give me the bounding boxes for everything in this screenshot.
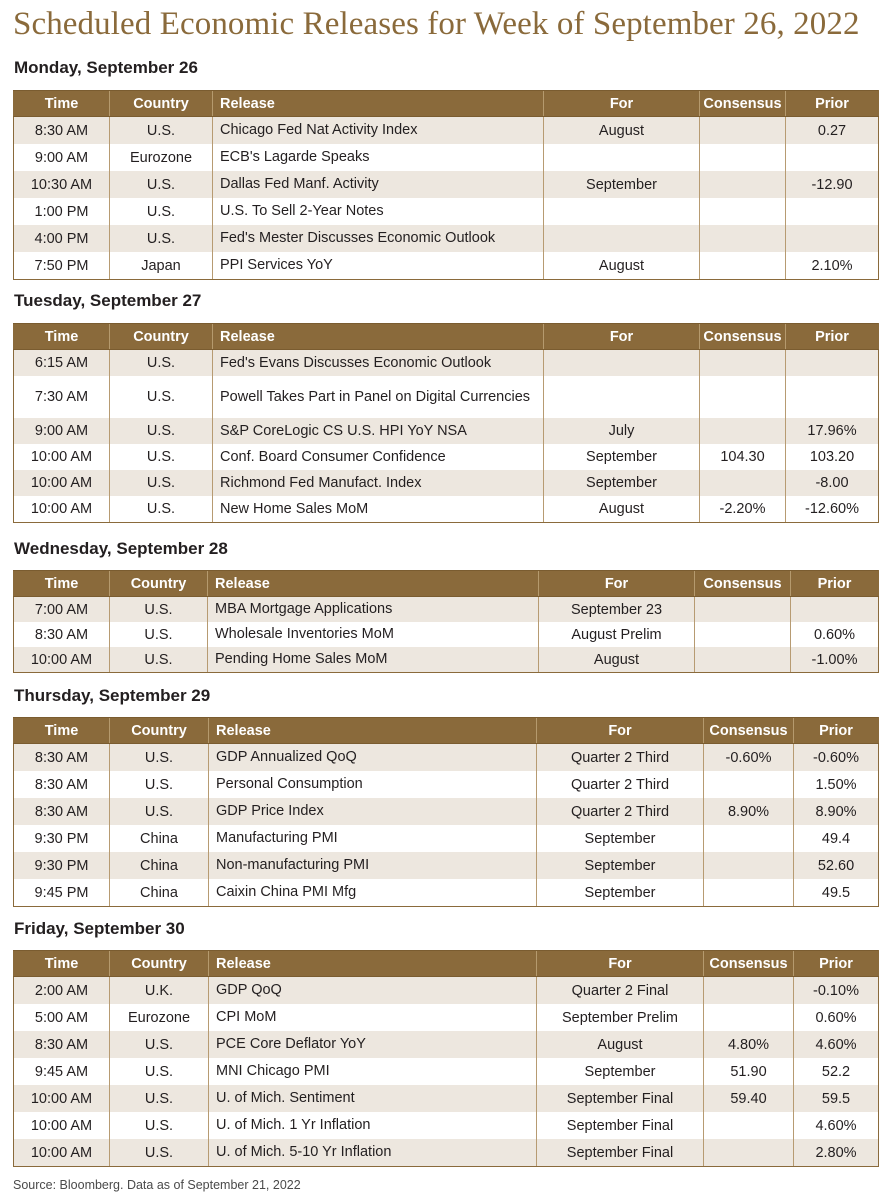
cell-release: Personal Consumption [209,771,537,798]
cell-consensus [700,171,786,198]
column-header-prior: Prior [786,324,879,350]
cell-time: 9:00 AM [14,144,110,171]
column-header-for: For [544,324,700,350]
table-row [14,622,879,647]
cell-prior: 0.60% [791,622,879,647]
column-header-time: Time [14,571,110,597]
cell-consensus [704,852,794,879]
cell-prior: 1.50% [794,771,879,798]
cell-time: 7:00 AM [14,597,110,623]
cell-prior: 17.96% [786,418,879,444]
cell-release: Caixin China PMI Mfg [209,879,537,907]
table-row [14,1058,879,1085]
cell-prior: 2.80% [794,1139,879,1167]
column-header-release: Release [213,91,544,117]
cell-consensus [700,117,786,145]
cell-release: MBA Mortgage Applications [208,597,539,623]
cell-consensus [704,879,794,907]
cell-time: 4:00 PM [14,225,110,252]
cell-time: 10:00 AM [14,470,110,496]
cell-consensus: 51.90 [704,1058,794,1085]
table-row [14,376,879,418]
cell-country: China [110,825,209,852]
page-title: Scheduled Economic Releases for Week of September 26, 2022 [13,6,860,42]
cell-release: Fed's Evans Discusses Economic Outlook [213,350,544,377]
cell-prior: -1.00% [791,647,879,673]
cell-for [544,376,700,418]
cell-for [544,225,700,252]
cell-country: U.S. [110,117,213,145]
table-row [14,852,879,879]
cell-country: U.S. [110,771,209,798]
cell-release: GDP Price Index [209,798,537,825]
cell-for: September Final [537,1139,704,1167]
releases-table-thursday [13,717,879,907]
cell-release: MNI Chicago PMI [209,1058,537,1085]
cell-consensus [700,350,786,377]
table-row [14,771,879,798]
table-row [14,117,879,145]
cell-time: 8:30 AM [14,1031,110,1058]
cell-release: PCE Core Deflator YoY [209,1031,537,1058]
cell-for: Quarter 2 Third [537,798,704,825]
releases-table-monday [13,90,879,280]
table-row [14,1112,879,1139]
cell-country: U.S. [110,350,213,377]
cell-country: U.S. [110,1058,209,1085]
cell-release: U. of Mich. 1 Yr Inflation [209,1112,537,1139]
cell-for: September Final [537,1085,704,1112]
cell-prior: -12.90 [786,171,879,198]
cell-country: Eurozone [110,1004,209,1031]
cell-for [544,198,700,225]
column-header-prior: Prior [794,951,879,977]
cell-for: September [537,852,704,879]
cell-country: Eurozone [110,144,213,171]
cell-consensus: 104.30 [700,444,786,470]
cell-consensus: 59.40 [704,1085,794,1112]
cell-consensus [704,1004,794,1031]
cell-consensus [704,1112,794,1139]
cell-for: July [544,418,700,444]
column-header-release: Release [209,951,537,977]
cell-for: September Final [537,1112,704,1139]
table-row [14,171,879,198]
releases-table-wednesday [13,570,879,673]
column-header-consensus: Consensus [704,718,794,744]
cell-prior: 52.2 [794,1058,879,1085]
cell-consensus [704,1139,794,1167]
cell-time: 10:00 AM [14,1112,110,1139]
cell-country: U.S. [110,444,213,470]
cell-release: Richmond Fed Manufact. Index [213,470,544,496]
cell-consensus [700,470,786,496]
cell-country: U.S. [110,1139,209,1167]
column-header-for: For [539,571,695,597]
table-row [14,977,879,1005]
cell-prior: 49.4 [794,825,879,852]
source-note: Source: Bloomberg. Data as of September 21, 2022 [13,1178,301,1192]
releases-table-friday [13,950,879,1167]
cell-country: U.S. [110,1031,209,1058]
cell-consensus [700,198,786,225]
cell-country: U.S. [110,470,213,496]
table-row [14,1004,879,1031]
cell-release: Wholesale Inventories MoM [208,622,539,647]
column-header-country: Country [110,91,213,117]
cell-country: U.S. [110,496,213,523]
cell-prior [786,350,879,377]
cell-consensus [695,647,791,673]
table-row [14,252,879,280]
cell-country: U.S. [110,171,213,198]
cell-country: China [110,879,209,907]
column-header-prior: Prior [786,91,879,117]
table-row [14,350,879,377]
cell-time: 1:00 PM [14,198,110,225]
day-heading-tuesday: Tuesday, September 27 [14,291,202,310]
cell-release: Chicago Fed Nat Activity Index [213,117,544,145]
cell-time: 9:45 AM [14,1058,110,1085]
column-header-for: For [537,718,704,744]
cell-country: U.S. [110,798,209,825]
cell-prior: 8.90% [794,798,879,825]
column-header-prior: Prior [791,571,879,597]
cell-prior: -12.60% [786,496,879,523]
cell-consensus: 8.90% [704,798,794,825]
cell-prior [786,144,879,171]
cell-for [544,144,700,171]
cell-prior [786,225,879,252]
cell-for: September [537,825,704,852]
cell-time: 2:00 AM [14,977,110,1005]
cell-release: Non-manufacturing PMI [209,852,537,879]
cell-for: August [539,647,695,673]
cell-release: GDP Annualized QoQ [209,744,537,772]
cell-time: 8:30 AM [14,622,110,647]
cell-release: ECB's Lagarde Speaks [213,144,544,171]
cell-prior: 4.60% [794,1031,879,1058]
cell-time: 10:00 AM [14,496,110,523]
cell-time: 10:30 AM [14,171,110,198]
cell-release: U. of Mich. Sentiment [209,1085,537,1112]
column-header-for: For [537,951,704,977]
table-row [14,1085,879,1112]
table-row [14,418,879,444]
cell-consensus: -2.20% [700,496,786,523]
cell-for: August Prelim [539,622,695,647]
cell-prior: 0.60% [794,1004,879,1031]
table-row [14,744,879,772]
cell-release: Conf. Board Consumer Confidence [213,444,544,470]
cell-time: 8:30 AM [14,771,110,798]
cell-country: U.S. [110,198,213,225]
cell-time: 9:45 PM [14,879,110,907]
cell-for: September [544,171,700,198]
table-row [14,1139,879,1167]
cell-release: Fed's Mester Discusses Economic Outlook [213,225,544,252]
column-header-release: Release [208,571,539,597]
cell-time: 6:15 AM [14,350,110,377]
cell-prior [786,198,879,225]
cell-prior [791,597,879,623]
cell-time: 8:30 AM [14,798,110,825]
cell-prior: 2.10% [786,252,879,280]
cell-for: September Prelim [537,1004,704,1031]
cell-for: Quarter 2 Third [537,771,704,798]
cell-for [544,350,700,377]
column-header-consensus: Consensus [700,91,786,117]
table-row [14,647,879,673]
table-row [14,597,879,623]
cell-for: Quarter 2 Final [537,977,704,1005]
cell-consensus: 4.80% [704,1031,794,1058]
table-row [14,825,879,852]
cell-time: 10:00 AM [14,1085,110,1112]
table-row [14,198,879,225]
cell-release: Powell Takes Part in Panel on Digital Currencies [213,376,544,418]
table-row [14,879,879,907]
cell-country: U.K. [110,977,209,1005]
cell-consensus: -0.60% [704,744,794,772]
cell-release: S&P CoreLogic CS U.S. HPI YoY NSA [213,418,544,444]
cell-country: U.S. [110,647,208,673]
column-header-consensus: Consensus [704,951,794,977]
cell-time: 9:30 PM [14,825,110,852]
cell-consensus [704,771,794,798]
cell-prior: 0.27 [786,117,879,145]
column-header-country: Country [110,571,208,597]
cell-for: September [537,1058,704,1085]
cell-prior: -0.10% [794,977,879,1005]
cell-prior: 4.60% [794,1112,879,1139]
cell-time: 9:00 AM [14,418,110,444]
column-header-release: Release [213,324,544,350]
cell-release: Manufacturing PMI [209,825,537,852]
cell-for: August [537,1031,704,1058]
table-row [14,1031,879,1058]
table-row [14,798,879,825]
cell-release: GDP QoQ [209,977,537,1005]
day-heading-friday: Friday, September 30 [14,919,185,938]
cell-for: September [544,444,700,470]
cell-for: August [544,252,700,280]
cell-prior: 49.5 [794,879,879,907]
cell-country: U.S. [110,1085,209,1112]
cell-for: August [544,117,700,145]
releases-table-tuesday [13,323,879,523]
cell-for: September [544,470,700,496]
day-heading-thursday: Thursday, September 29 [14,686,211,705]
cell-for: September 23 [539,597,695,623]
cell-consensus [700,376,786,418]
day-heading-wednesday: Wednesday, September 28 [14,539,228,558]
cell-time: 10:00 AM [14,647,110,673]
cell-country: U.S. [110,1112,209,1139]
cell-country: U.S. [110,225,213,252]
cell-time: 8:30 AM [14,117,110,145]
cell-consensus [695,622,791,647]
cell-release: CPI MoM [209,1004,537,1031]
cell-release: Pending Home Sales MoM [208,647,539,673]
cell-time: 8:30 AM [14,744,110,772]
cell-country: U.S. [110,376,213,418]
cell-time: 5:00 AM [14,1004,110,1031]
cell-release: Dallas Fed Manf. Activity [213,171,544,198]
cell-time: 9:30 PM [14,852,110,879]
cell-for: Quarter 2 Third [537,744,704,772]
table-row [14,144,879,171]
column-header-for: For [544,91,700,117]
cell-consensus [700,418,786,444]
cell-prior: 59.5 [794,1085,879,1112]
cell-consensus [700,252,786,280]
column-header-country: Country [110,951,209,977]
cell-release: New Home Sales MoM [213,496,544,523]
column-header-release: Release [209,718,537,744]
cell-prior: -8.00 [786,470,879,496]
table-row [14,444,879,470]
cell-release: U. of Mich. 5-10 Yr Inflation [209,1139,537,1167]
cell-time: 7:50 PM [14,252,110,280]
cell-for: August [544,496,700,523]
cell-time: 10:00 AM [14,1139,110,1167]
cell-country: China [110,852,209,879]
cell-time: 10:00 AM [14,444,110,470]
cell-release: PPI Services YoY [213,252,544,280]
column-header-consensus: Consensus [700,324,786,350]
column-header-prior: Prior [794,718,879,744]
column-header-time: Time [14,324,110,350]
cell-consensus [704,825,794,852]
column-header-consensus: Consensus [695,571,791,597]
cell-country: U.S. [110,597,208,623]
cell-consensus [695,597,791,623]
cell-prior [786,376,879,418]
cell-country: U.S. [110,418,213,444]
column-header-time: Time [14,951,110,977]
cell-prior: 52.60 [794,852,879,879]
cell-prior: -0.60% [794,744,879,772]
day-heading-monday: Monday, September 26 [14,58,198,77]
cell-release: U.S. To Sell 2-Year Notes [213,198,544,225]
column-header-time: Time [14,718,110,744]
column-header-country: Country [110,718,209,744]
table-row [14,470,879,496]
cell-country: U.S. [110,744,209,772]
column-header-time: Time [14,91,110,117]
cell-consensus [700,225,786,252]
cell-country: Japan [110,252,213,280]
cell-for: September [537,879,704,907]
column-header-country: Country [110,324,213,350]
cell-prior: 103.20 [786,444,879,470]
cell-country: U.S. [110,622,208,647]
cell-consensus [700,144,786,171]
table-row [14,225,879,252]
cell-time: 7:30 AM [14,376,110,418]
cell-consensus [704,977,794,1005]
table-row [14,496,879,523]
